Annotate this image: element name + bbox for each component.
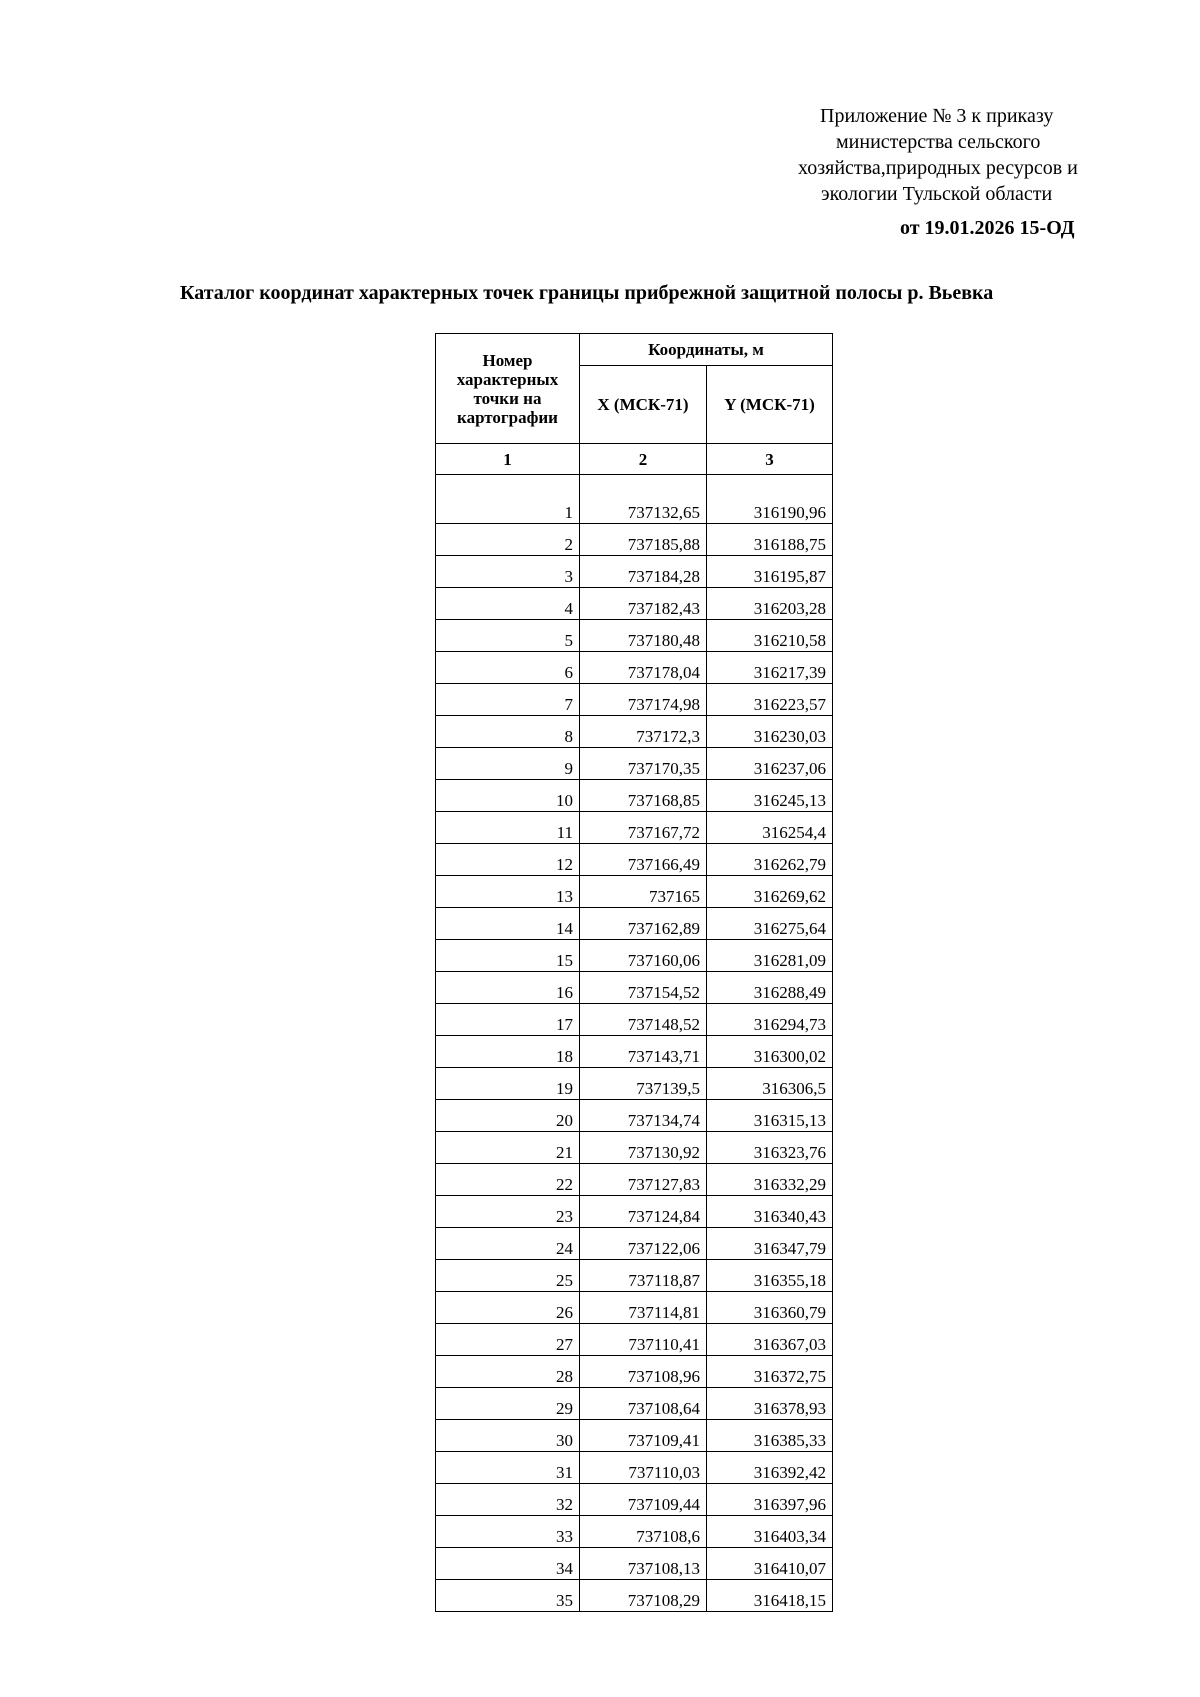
table-row [436,1484,833,1516]
table-row [436,1580,833,1612]
x-coordinate-cell: 737167,72 [580,812,707,844]
column-header-point-number: Номер характерных точки на картографии [436,334,580,444]
y-coordinate-cell: 316195,87 [707,556,833,588]
y-coordinate-cell: 316418,15 [707,1580,833,1612]
x-coordinate-cell: 737148,52 [580,1004,707,1036]
y-coordinate-cell: 316360,79 [707,1292,833,1324]
x-coordinate-cell: 737108,64 [580,1388,707,1420]
table-row [436,1516,833,1548]
point-number-cell: 31 [436,1452,580,1484]
x-coordinate-cell: 737139,5 [580,1068,707,1100]
table-row [436,908,833,940]
table-row [436,1356,833,1388]
point-number-cell: 25 [436,1260,580,1292]
table-spacer-row [436,475,833,493]
table-row [436,1420,833,1452]
y-coordinate-cell: 316269,62 [707,876,833,908]
x-coordinate-cell: 737134,74 [580,1100,707,1132]
table-row [436,1292,833,1324]
point-number-cell: 6 [436,652,580,684]
x-coordinate-cell: 737108,96 [580,1356,707,1388]
x-coordinate-cell: 737180,48 [580,620,707,652]
x-coordinate-cell: 737108,29 [580,1580,707,1612]
x-coordinate-cell: 737109,44 [580,1484,707,1516]
y-coordinate-cell: 316340,43 [707,1196,833,1228]
x-coordinate-cell: 737185,88 [580,524,707,556]
y-coordinate-cell: 316275,64 [707,908,833,940]
column-number: 1 [436,444,580,475]
y-coordinate-cell: 316281,09 [707,940,833,972]
point-number-cell: 7 [436,684,580,716]
x-coordinate-cell: 737122,06 [580,1228,707,1260]
point-number-cell: 10 [436,780,580,812]
coordinates-table [435,333,833,1612]
table-row [436,1004,833,1036]
y-coordinate-cell: 316203,28 [707,588,833,620]
x-coordinate-cell: 737178,04 [580,652,707,684]
table-row [436,652,833,684]
point-number-cell: 2 [436,524,580,556]
order-date-number: от 19.01.2026 15-ОД [900,217,1075,239]
table-row [436,1196,833,1228]
x-coordinate-cell: 737108,13 [580,1548,707,1580]
point-number-cell: 16 [436,972,580,1004]
x-coordinate-cell: 737165 [580,876,707,908]
x-coordinate-cell: 737174,98 [580,684,707,716]
point-number-cell: 11 [436,812,580,844]
y-coordinate-cell: 316372,75 [707,1356,833,1388]
y-coordinate-cell: 316217,39 [707,652,833,684]
x-coordinate-cell: 737110,03 [580,1452,707,1484]
y-coordinate-cell: 316385,33 [707,1420,833,1452]
y-coordinate-cell: 316397,96 [707,1484,833,1516]
table-row [436,812,833,844]
x-coordinate-cell: 737109,41 [580,1420,707,1452]
point-number-cell: 9 [436,748,580,780]
x-coordinate-cell: 737154,52 [580,972,707,1004]
x-coordinate-cell: 737127,83 [580,1164,707,1196]
point-number-cell: 3 [436,556,580,588]
point-number-cell: 18 [436,1036,580,1068]
column-header-x: X (МСК-71) [580,366,707,444]
table-row [436,780,833,812]
x-coordinate-cell: 737110,41 [580,1324,707,1356]
point-number-cell: 5 [436,620,580,652]
y-coordinate-cell: 316300,02 [707,1036,833,1068]
table-body [436,475,833,1612]
table-row [436,940,833,972]
y-coordinate-cell: 316245,13 [707,780,833,812]
x-coordinate-cell: 737124,84 [580,1196,707,1228]
y-coordinate-cell: 316347,79 [707,1228,833,1260]
x-coordinate-cell: 737184,28 [580,556,707,588]
point-number-cell: 17 [436,1004,580,1036]
y-coordinate-cell: 316315,13 [707,1100,833,1132]
table-row [436,972,833,1004]
x-coordinate-cell: 737170,35 [580,748,707,780]
appendix-line: министерства сельского [836,131,1041,153]
y-coordinate-cell: 316378,93 [707,1388,833,1420]
table-row [436,492,833,524]
table-row [436,1068,833,1100]
x-coordinate-cell: 737118,87 [580,1260,707,1292]
y-coordinate-cell: 316403,34 [707,1516,833,1548]
point-number-cell: 26 [436,1292,580,1324]
table-row [436,620,833,652]
y-coordinate-cell: 316306,5 [707,1068,833,1100]
column-header-coordinates: Координаты, м [580,334,833,366]
point-number-cell: 34 [436,1548,580,1580]
column-number: 2 [580,444,707,475]
point-number-cell: 13 [436,876,580,908]
y-coordinate-cell: 316323,76 [707,1132,833,1164]
x-coordinate-cell: 737182,43 [580,588,707,620]
appendix-line: хозяйства,природных ресурсов и [798,157,1078,179]
appendix-line: Приложение № 3 к приказу [820,105,1054,127]
y-coordinate-cell: 316230,03 [707,716,833,748]
y-coordinate-cell: 316410,07 [707,1548,833,1580]
y-coordinate-cell: 316355,18 [707,1260,833,1292]
y-coordinate-cell: 316392,42 [707,1452,833,1484]
point-number-cell: 1 [436,492,580,524]
x-coordinate-cell: 737108,6 [580,1516,707,1548]
table-row [436,588,833,620]
y-coordinate-cell: 316223,57 [707,684,833,716]
document-title: Каталог координат характерных точек границы прибрежной защитной полосы р. Вьевка [180,282,994,304]
y-coordinate-cell: 316262,79 [707,844,833,876]
point-number-cell: 24 [436,1228,580,1260]
point-number-cell: 22 [436,1164,580,1196]
point-number-cell: 32 [436,1484,580,1516]
point-number-cell: 29 [436,1388,580,1420]
point-number-cell: 19 [436,1068,580,1100]
y-coordinate-cell: 316332,29 [707,1164,833,1196]
point-number-cell: 15 [436,940,580,972]
table-row [436,1548,833,1580]
table-row [436,1228,833,1260]
column-header-y: Y (МСК-71) [707,366,833,444]
x-coordinate-cell: 737162,89 [580,908,707,940]
y-coordinate-cell: 316254,4 [707,812,833,844]
y-coordinate-cell: 316237,06 [707,748,833,780]
point-number-cell: 28 [436,1356,580,1388]
y-coordinate-cell: 316188,75 [707,524,833,556]
table-row [436,1036,833,1068]
table-row [436,556,833,588]
point-number-cell: 23 [436,1196,580,1228]
appendix-line: экологии Тульской области [821,183,1053,205]
x-coordinate-cell: 737168,85 [580,780,707,812]
x-coordinate-cell: 737160,06 [580,940,707,972]
point-number-cell: 12 [436,844,580,876]
y-coordinate-cell: 316190,96 [707,492,833,524]
table-row [436,1324,833,1356]
x-coordinate-cell: 737172,3 [580,716,707,748]
table-row [436,524,833,556]
table-row [436,844,833,876]
table-row [436,748,833,780]
x-coordinate-cell: 737130,92 [580,1132,707,1164]
point-number-cell: 14 [436,908,580,940]
appendix-note [760,103,1180,207]
point-number-cell: 21 [436,1132,580,1164]
table-row [436,1164,833,1196]
y-coordinate-cell: 316288,49 [707,972,833,1004]
table-row [436,876,833,908]
point-number-cell: 20 [436,1100,580,1132]
column-number: 3 [707,444,833,475]
table-row [436,1388,833,1420]
table-row [436,1260,833,1292]
point-number-cell: 4 [436,588,580,620]
y-coordinate-cell: 316210,58 [707,620,833,652]
table-row [436,716,833,748]
table-row [436,684,833,716]
x-coordinate-cell: 737132,65 [580,492,707,524]
x-coordinate-cell: 737166,49 [580,844,707,876]
point-number-cell: 8 [436,716,580,748]
table-row [436,1452,833,1484]
point-number-cell: 33 [436,1516,580,1548]
y-coordinate-cell: 316294,73 [707,1004,833,1036]
point-number-cell: 30 [436,1420,580,1452]
x-coordinate-cell: 737114,81 [580,1292,707,1324]
y-coordinate-cell: 316367,03 [707,1324,833,1356]
table-row [436,1100,833,1132]
x-coordinate-cell: 737143,71 [580,1036,707,1068]
point-number-cell: 27 [436,1324,580,1356]
point-number-cell: 35 [436,1580,580,1612]
table-row [436,1132,833,1164]
